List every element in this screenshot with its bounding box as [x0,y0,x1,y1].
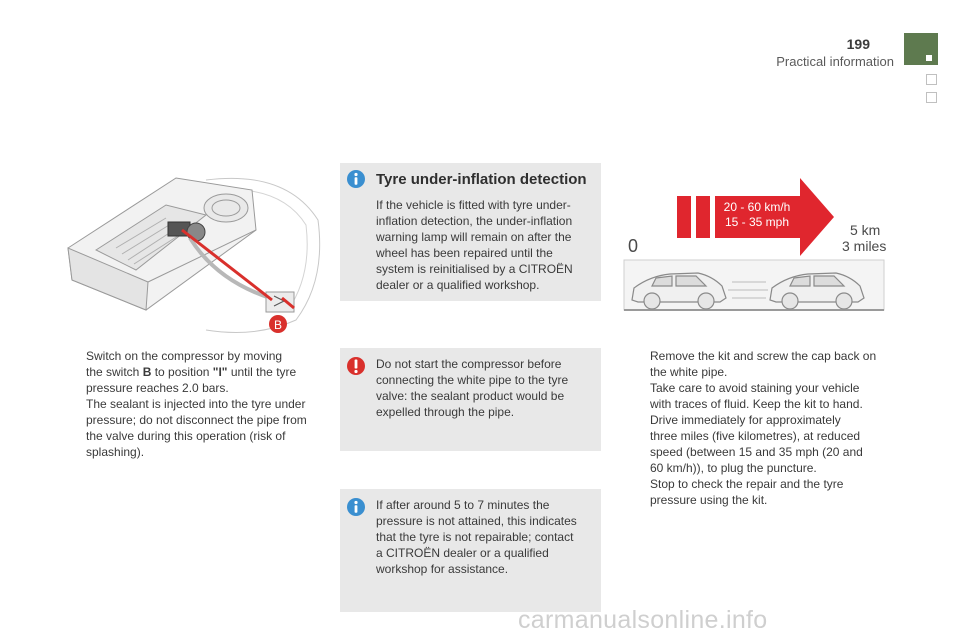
chapter-tab-marker [926,55,932,61]
section-title: Practical information [776,54,894,69]
chapter-tab-empty-1[interactable] [926,74,937,85]
list-item: Switch on the compressor by moving the switch B to position "I" until the tyre pressure reaches 2.0 bars. The sealant is injected into the tyre under pressure; do not disconnect the pipe from the valve during this operation (risk of splashing). [86,349,307,459]
position-label: "I" [212,365,228,379]
list-item: Drive immediately for approximately three miles (five kilometres), at reduced speed (between 15 and 35 mph (20 and 60 km/h)), to plug the puncture. [650,413,863,475]
warning-body: Do not start the compressor before connecting the white pipe to the tyre valve: the sealant product would be expelled through the pipe. [376,357,569,419]
start-distance-label: 0 [628,236,639,256]
list-item: Stop to check the repair and the tyre pressure using the kit. [650,477,844,507]
switch-letter: B [142,365,152,379]
chapter-tab-empty-2[interactable] [926,92,937,103]
left-instructions [60,348,322,460]
list-item: Remove the kit and screw the cap back on the white pipe. Take care to avoid staining your vehicle with traces of fluid. Keep the kit to hand. [650,349,877,411]
info-body: If after around 5 to 7 minutes the pressure is not attained, this indicates that the tyre is not repairable; contact a CITROËN dealer or a qualified workshop for assistance. [376,498,577,576]
chapter-tab-active[interactable] [904,33,938,65]
warning-icon [346,356,366,376]
info-icon [346,497,366,517]
right-instructions [624,348,894,508]
info-icon [346,169,366,189]
panel-title: Tyre under-inflation detection [376,171,587,188]
warning-panel [340,348,601,451]
distance-label: 5 km 3 miles [842,222,887,254]
switch-b-label: B [273,318,283,332]
speed-distance-diagram [620,170,900,320]
panel-body: If the vehicle is fitted with tyre under- inflation detection, the under-inflation warning lamp will remain on after the wheel has been repaired until the system is reinitialised by a CITROËN dealer or a qualified workshop. [376,198,573,292]
compressor-kit-illustration [56,160,326,340]
speed-range-label: 20 - 60 km/h 15 - 35 mph [723,200,791,229]
info-panel-not-repairable [340,489,601,612]
info-panel-tyre-detection [340,163,601,301]
page-number: 199 [846,36,870,52]
watermark: carmanualsonline.info [518,606,768,634]
